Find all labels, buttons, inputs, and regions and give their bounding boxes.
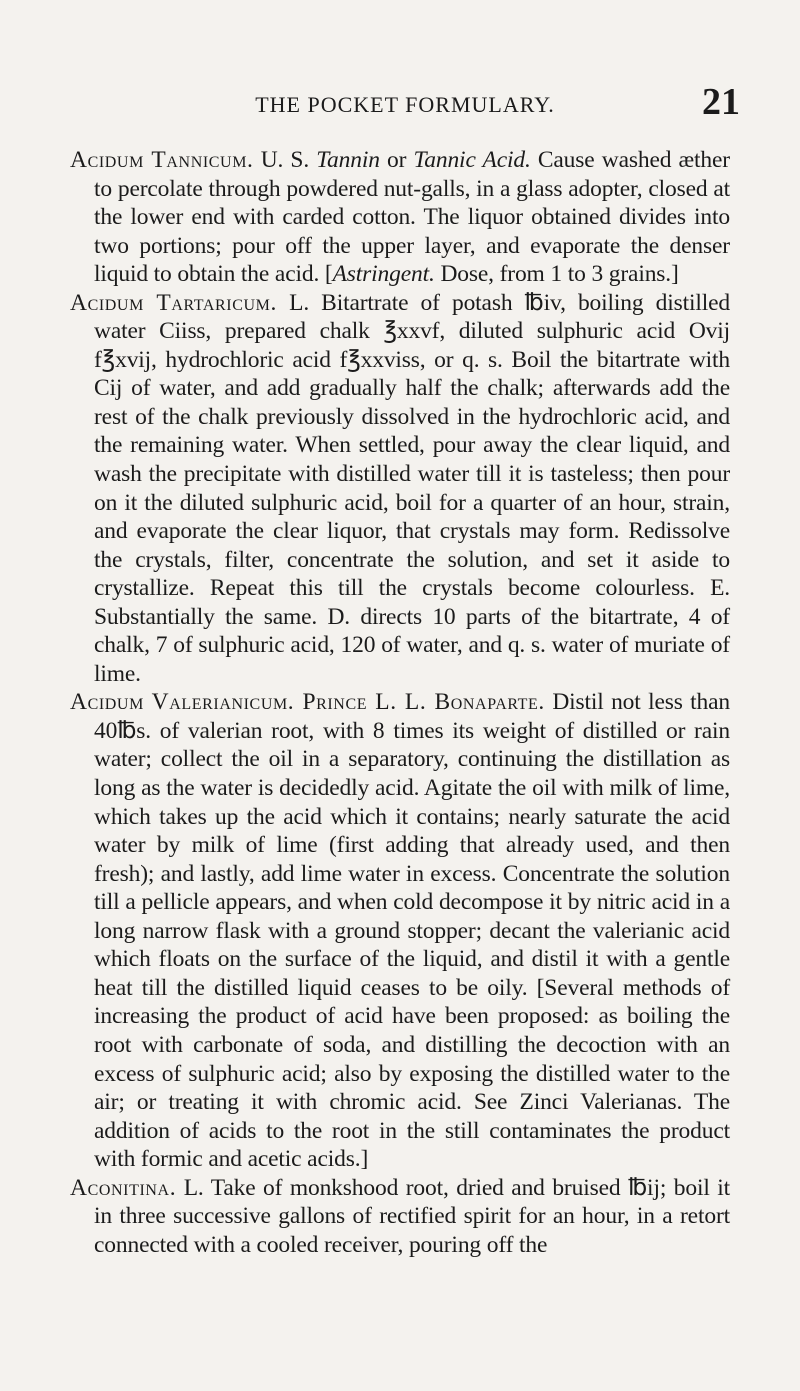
- entry-acidum-tartaricum: [70, 289, 730, 689]
- entry-text: Cause washed æther to percolate through powdered nut-galls, in a glass adopter, closed at the lower end with carded cotton. The liquor obtained divides into two portions; pour off the upper layer, and evaporate the denser liquid to obtain the acid. [: [94, 147, 730, 288]
- entry-text: Dose, from 1 to 3 grains.]: [434, 261, 679, 288]
- entry-acidum-tannicum: [70, 146, 730, 289]
- entry-property: Astringent.: [332, 261, 435, 288]
- entry-text: U. S.: [253, 147, 317, 173]
- entry-text: or: [379, 147, 414, 173]
- entry-synonym: Tannic Acid.: [413, 147, 531, 173]
- page-number: 21: [702, 81, 740, 123]
- entry-acidum-valerianicum: [70, 688, 730, 1173]
- running-title: THE POCKET FORMULARY.: [255, 92, 555, 117]
- entry-aconitina: [70, 1174, 730, 1260]
- entry-text: L. Bitartrate of potash ℔iv, boiling distilled water Ciiss, prepared chalk ℥xxvf, diluted sulphuric acid Ovij f℥xvij, hydrochloric acid f℥xxviss, or q. s. Boil the bitartrate with Cij of water, and add gradually half the chalk; afterwards add the rest of the chalk previously dissolved in the hydrochloric acid, and the remaining water. When settled, pour away the clear liquid, and wash the precipitate with distilled water till it is tasteless; then pour on it the diluted sulphuric acid, boil for a quarter of an hour, strain, and evaporate the clear liquor, that crystals may form. Redissolve the crystals, filter, concentrate the solution, and set it aside to crystallize. Repeat this till the crystals become colourless. E. Substantially the same. D. directs 10 parts of the bitartrate, 4 of chalk, 7 of sulphuric acid, 120 of water, and q. s. water of muriate of lime.: [94, 289, 730, 687]
- entry-term: Aconitina.: [70, 1174, 177, 1201]
- running-head: [70, 81, 740, 132]
- entry-synonym: Tannin: [316, 147, 380, 173]
- entry-text: Distil not less than 40℔s. of valerian root, with 8 times its weight of distilled or rain water; collect the oil in a separatory, continuing the distillation as long as the water is decidedly acid. Agitate the oil with milk of lime, which takes up the acid which it contains; nearly saturate the acid water by milk of lime (first adding that already used, and then fresh); and lastly, add lime water in excess. Concentrate the solution till a pellicle appears, and when cold decompose it by nitric acid in a long narrow flask with a ground stopper; decant the valerianic acid which floats on the surface of the liquid, and distil it with a gentle heat till the distilled liquid ceases to be oily. [Several methods of increasing the product of acid have been proposed: as boiling the root with carbonate of soda, and distilling the decoction with an excess of sulphuric acid; also by exposing the distilled water to the air; or treating it with chromic acid. See Zinci Valerianas. The addition of acids to the root in the still contaminates the product with formic and acetic acids.]: [94, 689, 730, 1173]
- entry-term: Acidum Tartaricum.: [70, 289, 277, 316]
- entry-text: L. Take of monkshood root, dried and bruised ℔ij; boil it in three successive gallons of rectified spirit for an hour, in a retort connected with a cooled receiver, pouring off the: [94, 1174, 730, 1258]
- formulary-text: [70, 146, 730, 1259]
- entry-author: Prince L. L. Bonaparte.: [294, 689, 545, 716]
- entry-term: Acidum Valerianicum.: [70, 689, 295, 716]
- entry-term: Acidum Tannicum.: [70, 147, 254, 173]
